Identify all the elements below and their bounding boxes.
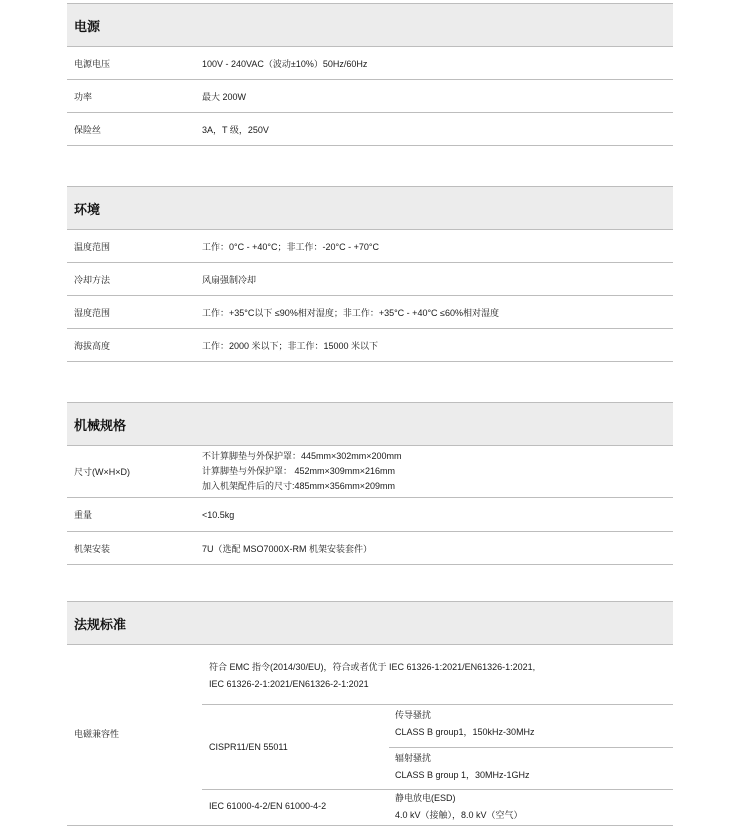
table-row — [67, 113, 673, 146]
table-row — [67, 47, 673, 80]
row-value — [202, 449, 673, 494]
emc-key: 电磁兼容性 — [74, 729, 120, 739]
emc-line: 符合 EMC 指令(2014/30/EU)，符合或者优于 IEC 61326-1:2021/EN61326-1:2021, — [209, 662, 536, 672]
table-row — [67, 329, 673, 362]
row-key: 尺寸(W×H×D) — [74, 467, 130, 477]
section-title-mechanical: 机械规格 — [67, 402, 673, 446]
divider — [389, 747, 673, 748]
section-power — [67, 3, 673, 146]
iec-label: IEC 61000-4-2/EN 61000-4-2 — [209, 801, 327, 811]
section-mechanical — [67, 402, 673, 565]
table-row — [67, 230, 673, 263]
divider — [67, 825, 673, 826]
row-key: 机架安装 — [74, 543, 111, 554]
row-value: <10.5kg — [202, 509, 235, 520]
row-key: 海拔高度 — [74, 340, 111, 351]
divider — [202, 704, 673, 705]
radiated-title: 辐射骚扰 — [395, 753, 432, 763]
emc-line: IEC 61326-2-1:2021/EN61326-2-1:2021 — [209, 679, 369, 689]
conducted-title: 传导骚扰 — [395, 710, 432, 720]
section-title-environment: 环境 — [67, 186, 673, 230]
row-value: 工作：+35°C以下 ≤90%相对湿度；非工作：+35°C - +40°C ≤60%相对湿度 — [202, 307, 500, 318]
row-key: 保险丝 — [74, 124, 102, 135]
esd-title: 静电放电(ESD) — [395, 793, 456, 803]
size-line: 加入机架配件后的尺寸:485mm×356mm×209mm — [202, 481, 396, 491]
row-value: 最大 200W — [202, 91, 247, 102]
size-line: 不计算脚垫与外保护罩：445mm×302mm×200mm — [202, 451, 402, 461]
table-row — [67, 296, 673, 329]
row-value: 工作：2000 米以下；非工作：15000 米以下 — [202, 340, 379, 351]
conducted-value: CLASS B group1，150kHz-30MHz — [395, 727, 535, 737]
row-value: 工作：0°C - +40°C；非工作：-20°C - +70°C — [202, 241, 379, 252]
row-key: 湿度范围 — [74, 307, 111, 318]
row-key: 温度范围 — [74, 241, 111, 252]
row-key: 电源电压 — [74, 58, 111, 69]
row-value: 风扇强制冷却 — [202, 274, 257, 285]
section-title-regulatory: 法规标准 — [67, 601, 673, 645]
table-row — [67, 446, 673, 498]
table-row — [67, 80, 673, 113]
table-row — [67, 263, 673, 296]
row-key: 功率 — [74, 91, 93, 102]
section-title-power: 电源 — [67, 3, 673, 47]
row-key: 冷却方法 — [74, 274, 111, 285]
section-environment — [67, 186, 673, 362]
section-regulatory — [67, 601, 673, 826]
esd-value: 4.0 kV（接触），8.0 kV（空气） — [395, 810, 523, 820]
size-line: 计算脚垫与外保护罩： 452mm×309mm×216mm — [202, 466, 396, 476]
table-row — [67, 532, 673, 565]
row-value: 3A，T 级，250V — [202, 124, 269, 135]
row-key: 重量 — [74, 510, 93, 520]
radiated-value: CLASS B group 1，30MHz-1GHz — [395, 770, 530, 780]
table-row — [67, 498, 673, 532]
row-value: 7U（选配 MSO7000X-RM 机架安装套件） — [202, 543, 373, 554]
row-value: 100V - 240VAC（波动±10%）50Hz/60Hz — [202, 58, 368, 69]
cispr-label: CISPR11/EN 55011 — [209, 742, 288, 752]
